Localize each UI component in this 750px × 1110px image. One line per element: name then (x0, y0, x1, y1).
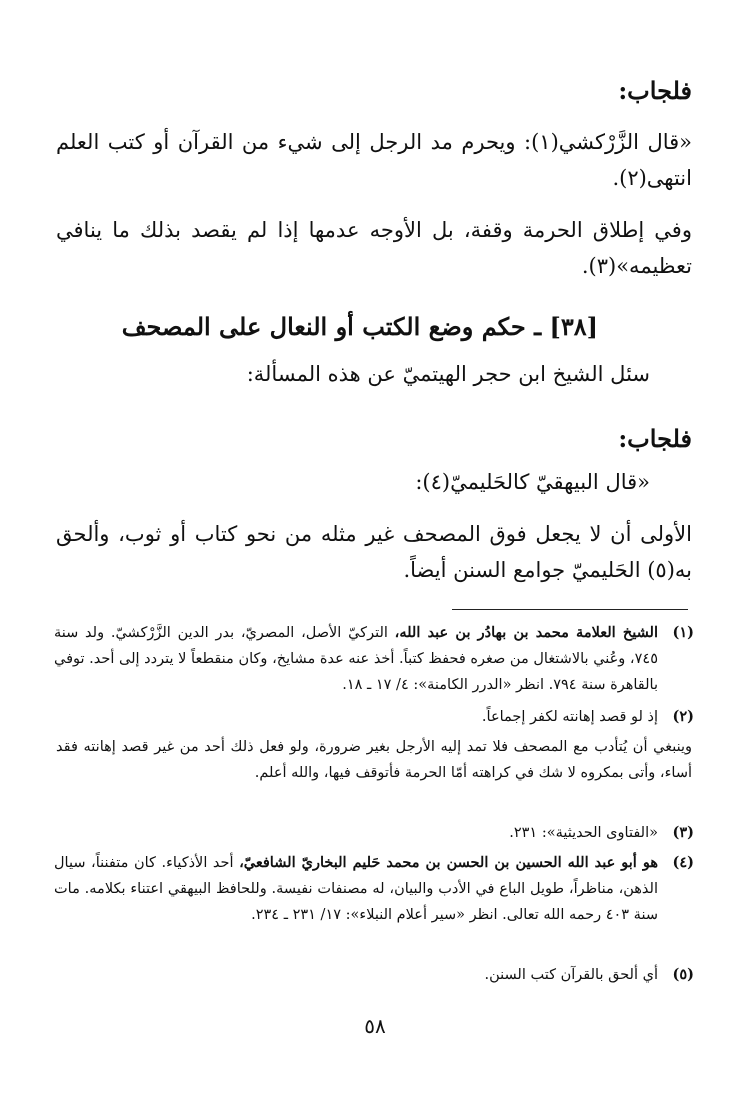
footnote-text: إذ لو قصد إهانته لكفر إجماعاً. (481, 709, 658, 725)
paragraph-3: الأولى أن لا يجعل فوق المصحف غير مثله من نحو كتاب أو ثوب، وألحق به(٥) الحَليميّ جوامع السنن أيضاً. (56, 522, 692, 582)
footnote-bold-text: الشيخ العلامة محمد بن بهادُر بن عبد الله، (394, 624, 658, 641)
footnote-text: «الفتاوى الحديثية»: ٢٣١. (509, 825, 658, 841)
answer-heading-1: فلجاب: (618, 76, 692, 105)
footnote-2 (54, 704, 694, 730)
footnote-text (54, 620, 658, 698)
paragraph-1: «قال الزَّرْكشي(١): ويحرم مد الرجل إلى شيء من القرآن أو كتب العلم انتهى(٢). (56, 130, 692, 190)
question-line: سئل الشيخ ابن حجر الهيتميّ عن هذه المسألة: (246, 362, 650, 386)
section-title: [٣٨] ـ حكم وضع الكتب أو النعال على المصحف (121, 312, 598, 341)
footnote-separator (452, 609, 688, 610)
quote-intro: «قال البيهقيّ كالحَليميّ(٤): (415, 470, 650, 494)
footnote-text: أي ألحق بالقرآن كتب السنن. (484, 967, 658, 983)
footnote-body: التركيّ الأصل، المصريّ، بدر الدين الزَّرْكشيّ. ولد سنة ٧٤٥، وعُني بالاشتغال من صغره فحفظ كتباً. أخذ عنه عدة مشايخ، وكان منقطعاً لا يتردد إلى أحد. توفي بالقاهرة سنة ٧٩٤. انظر «الدرر الكامنة»: ٤/ ١٧ ـ ١٨. (54, 625, 658, 693)
footnote-5 (54, 962, 694, 988)
answer-heading-2: فلجاب: (618, 424, 692, 453)
footnote-number: (١) (672, 624, 694, 641)
footnote-1 (54, 620, 694, 698)
paragraph-2: وفي إطلاق الحرمة وقفة، بل الأوجه عدمها إذا لم يقصد بذلك ما ينافي تعظيمه»(٣). (56, 218, 692, 278)
footnote-text (54, 850, 658, 928)
footnote-number: (٣) (672, 824, 694, 841)
footnote-3 (54, 820, 694, 846)
footnote-bold-text: هو أبو عبد الله الحسين بن الحسن بن محمد حَليم البخاريّ الشافعيّ، (239, 854, 658, 871)
footnote-number: (٥) (672, 966, 694, 983)
footnote-number: (٤) (672, 854, 694, 871)
footnote-body: أحد الأذكياء. كان متفنناً، سيال الذهن، مناظراً، طويل الباع في الأدب والبيان، له مصنفات نفيسة. وللحافظ البيهقي اعتناء بكلامه. مات سنة ٤٠٣ رحمه الله تعالى. انظر «سير أعلام النبلاء»: ١٧/ ٢٣١ ـ ٢٣٤. (54, 855, 658, 923)
page-number: ٥٨ (364, 1014, 386, 1038)
footnote-2-continuation: وينبغي أن يُتأدب مع المصحف فلا تمد إليه الأرجل بغير ضرورة، ولو فعل ذلك أحد من غير قصد إهانته فقد أساء، وأتى بمكروه لا شك في كراهته أمّا الحرمة فأتوقف فيها، والله أعلم. (56, 739, 692, 781)
footnote-number: (٢) (672, 708, 694, 725)
footnote-4 (54, 850, 694, 928)
